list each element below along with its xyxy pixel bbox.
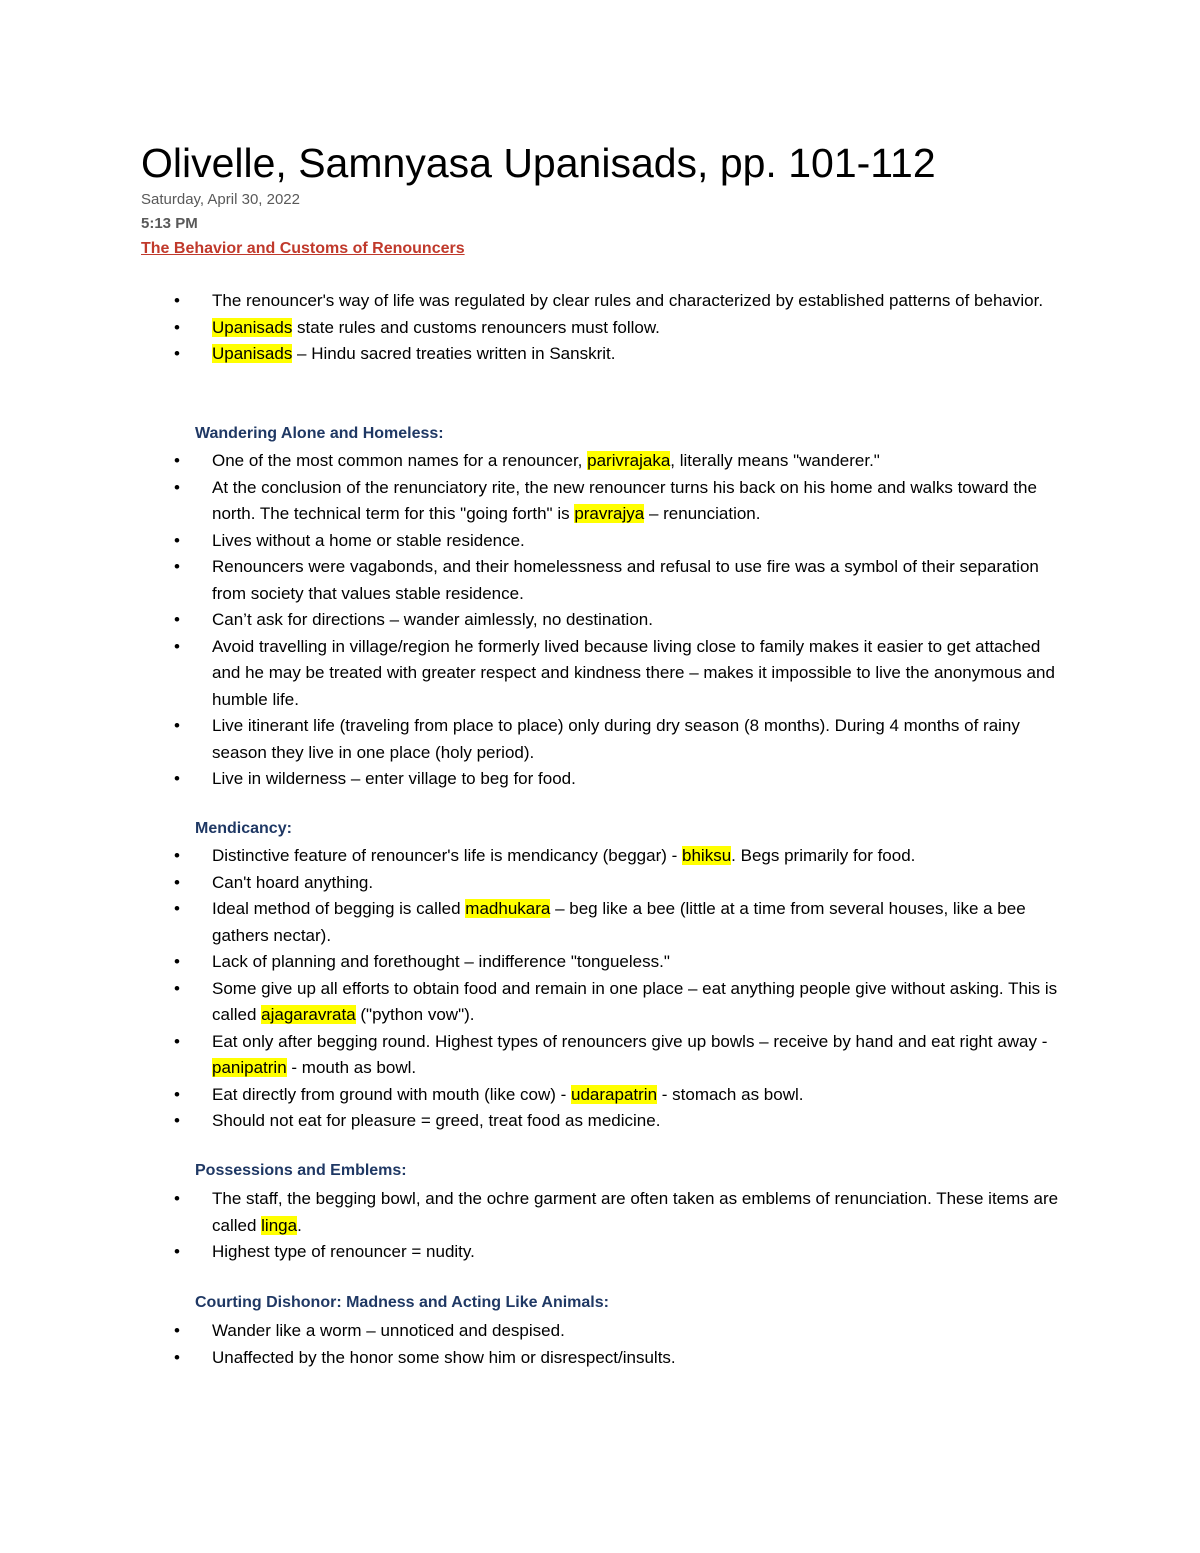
bullet-icon: • — [174, 716, 180, 735]
item-text: Unaffected by the honor some show him or disrespect/insults. — [212, 1347, 676, 1367]
item-text: state rules and customs renouncers must follow. — [292, 317, 660, 337]
item-text: Live itinerant life (traveling from place to place) only during dry season (8 months). During 4 months of rainy season they live in one place (holy period). — [212, 716, 1020, 762]
bullet-icon: • — [174, 317, 180, 337]
section-list-dishonor — [0, 1318, 1200, 1371]
item-text: Eat only after begging round. Highest types of renouncers give up bowls – receive by hand and eat right away - — [212, 1031, 1048, 1051]
list-item — [0, 288, 1200, 315]
section-list-mendicancy — [0, 843, 1200, 1135]
page-title: Olivelle, Samnyasa Upanisads, pp. 101-112 — [141, 140, 936, 186]
bullet-icon: • — [174, 769, 180, 788]
item-text: . Begs primarily for food. — [731, 846, 916, 865]
item-text: Ideal method of begging is called — [212, 899, 466, 918]
bullet-icon: • — [174, 451, 180, 470]
highlighted-term: bhiksu — [682, 846, 732, 865]
item-text: Renouncers were vagabonds, and their homelessness and refusal to use fire was a symbol of their separation from society that values stable residence. — [212, 557, 1039, 603]
list-item — [0, 475, 1200, 528]
main-heading: The Behavior and Customs of Renouncers — [141, 240, 465, 257]
bullet-icon: • — [174, 1031, 180, 1051]
list-item — [0, 976, 1200, 1029]
item-text: Eat directly from ground with mouth (like cow) - — [212, 1084, 572, 1104]
bullet-icon: • — [174, 1347, 180, 1367]
highlighted-term: linga — [261, 1215, 298, 1235]
list-item — [0, 315, 1200, 342]
item-text: Lives without a home or stable residence. — [212, 530, 525, 550]
section-heading-dishonor: Courting Dishonor: Madness and Acting Like Animals: — [195, 1294, 609, 1311]
list-item — [0, 843, 1200, 870]
section-heading-mendicancy: Mendicancy: — [195, 820, 292, 837]
list-item — [0, 766, 1200, 793]
section-list-wandering — [0, 448, 1200, 793]
list-item — [0, 713, 1200, 766]
item-text: Avoid travelling in village/region he formerly lived because living close to family makes it easier to get attached and he may be treated with greater respect and kindness there – makes it impossible to live the anonymous and humble life. — [212, 636, 1055, 709]
list-item — [0, 341, 1200, 368]
list-item — [0, 1239, 1200, 1266]
bullet-icon: • — [174, 1321, 180, 1340]
list-item — [0, 949, 1200, 976]
bullet-icon: • — [174, 899, 180, 918]
item-text: , literally means "wanderer." — [670, 451, 880, 470]
item-text: - stomach as bowl. — [657, 1084, 804, 1104]
list-item — [0, 448, 1200, 475]
list-item — [0, 1186, 1200, 1239]
list-item — [0, 1029, 1200, 1082]
item-text: Lack of planning and forethought – indifference "tongueless." — [212, 952, 670, 971]
bullet-icon: • — [174, 477, 180, 497]
item-text: Can't hoard anything. — [212, 872, 374, 892]
item-text: – renunciation. — [644, 504, 761, 523]
highlighted-term: parivrajaka — [587, 451, 671, 470]
item-text: . — [297, 1215, 302, 1235]
list-item — [0, 1318, 1200, 1345]
bullet-icon: • — [174, 610, 180, 629]
item-text: Some give up all efforts to obtain food and remain in one place – eat anything people give without asking. This is called — [212, 978, 1058, 1024]
item-text: – beg like a bee (little at a time from several houses, like a bee gathers nectar). — [212, 899, 1026, 945]
highlighted-term: udarapatrin — [571, 1084, 658, 1104]
highlighted-term: madhukara — [465, 899, 551, 918]
highlighted-term: Upanisads — [212, 317, 293, 337]
bullet-icon: • — [174, 1242, 180, 1261]
list-item — [0, 528, 1200, 555]
highlighted-term: panipatrin — [212, 1058, 287, 1077]
highlighted-term: Upanisads — [212, 344, 293, 363]
bullet-icon: • — [174, 978, 180, 998]
item-text: – Hindu sacred treaties written in Sanskrit. — [292, 344, 616, 363]
list-item — [0, 634, 1200, 714]
section-list-possessions — [0, 1186, 1200, 1266]
list-item — [0, 554, 1200, 607]
bullet-icon: • — [174, 846, 180, 865]
item-text: Highest type of renouncer = nudity. — [212, 1242, 475, 1261]
section-heading-wandering: Wandering Alone and Homeless: — [195, 425, 444, 442]
list-item — [0, 607, 1200, 634]
item-text: The staff, the begging bowl, and the ochre garment are often taken as emblems of renunciation. These items are called — [212, 1189, 1059, 1235]
item-text: ("python vow"). — [355, 1005, 475, 1024]
highlighted-term: pravrajya — [574, 504, 645, 523]
bullet-icon: • — [174, 1111, 180, 1130]
bullet-icon: • — [174, 872, 180, 892]
note-date: Saturday, April 30, 2022 — [141, 191, 300, 208]
item-text: One of the most common names for a renouncer, — [212, 451, 588, 470]
list-item — [0, 1108, 1200, 1135]
bullet-icon: • — [174, 1189, 180, 1208]
list-item — [0, 870, 1200, 897]
intro-list — [0, 288, 1200, 368]
highlighted-term: ajagaravrata — [261, 1005, 356, 1024]
list-item — [0, 1345, 1200, 1372]
item-text: Wander like a worm – unnoticed and despised. — [212, 1321, 565, 1340]
item-text: At the conclusion of the renunciatory rite, the new renouncer turns his back on his home and walks toward the north. The technical term for this "going forth" is — [212, 477, 1037, 523]
bullet-icon: • — [174, 636, 180, 656]
item-text: - mouth as bowl. — [286, 1058, 417, 1077]
item-text: Can’t ask for directions – wander aimlessly, no destination. — [212, 610, 653, 629]
bullet-icon: • — [174, 1084, 180, 1104]
bullet-icon: • — [174, 291, 180, 310]
note-time: 5:13 PM — [141, 215, 198, 232]
item-text: The renouncer's way of life was regulated by clear rules and characterized by established patterns of behavior. — [212, 291, 1044, 310]
bullet-icon: • — [174, 530, 180, 550]
bullet-icon: • — [174, 557, 180, 576]
list-item — [0, 1082, 1200, 1109]
bullet-icon: • — [174, 952, 180, 971]
list-item — [0, 896, 1200, 949]
item-text: Live in wilderness – enter village to beg for food. — [212, 769, 576, 788]
bullet-icon: • — [174, 344, 180, 363]
item-text: Distinctive feature of renouncer's life is mendicancy (beggar) - — [212, 846, 683, 865]
section-heading-possessions: Possessions and Emblems: — [195, 1162, 407, 1179]
item-text: Should not eat for pleasure = greed, treat food as medicine. — [212, 1111, 661, 1130]
